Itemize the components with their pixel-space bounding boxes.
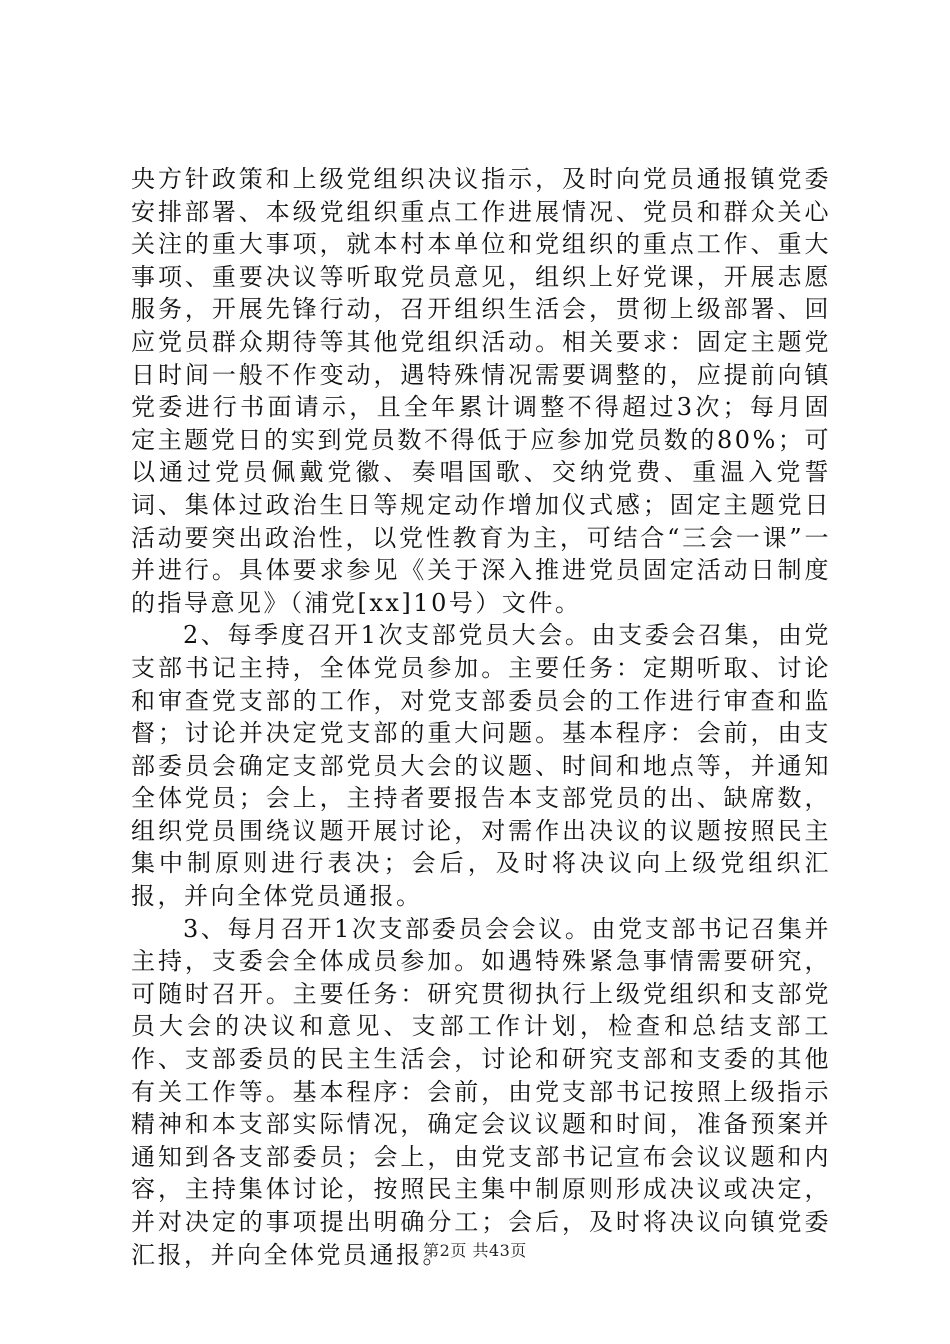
paragraph-item-2: 2、每季度召开1次支部党员大会。由支委会召集，由党支部书记主持，全体党员参加。主要任务：定期听取、讨论和审查党支部的工作，对党支部委员会的工作进行审查和监督；讨论并决定党支部的重大问题。基本程序：会前，由支部委员会确定支部党员大会的议题、时间和地点等，并通知全体党员；会上，主持者要报告本支部党员的出、缺席数，组织党员围绕议题开展讨论，对需作出决议的议题按照民主集中制原则进行表决；会后，及时将决议向上级党组织汇报，并向全体党员通报。 xyxy=(131,621,831,911)
paragraph-item-3: 3、每月召开1次支部委员会会议。由党支部书记召集并主持，支委会全体成员参加。如遇特殊紧急事情需要研究，可随时召开。主要任务：研究贯彻执行上级党组织和支部党员大会的决议和意见、支部工作计划，检查和总结支部工作、支部委员的民主生活会，讨论和研究支部和支委的其他有关工作等。基本程序：会前，由党支部书记按照上级指示精神和本支部实际情况，确定会议议题和时间，准备预案并通知到各支部委员；会上，由党支部书记宣布会议议题和内容，主持集体讨论，按照民主集中制原则形成决议或决定，并对决定的事项提出明确分工；会后，及时将决议向镇党委汇报，并向全体党员通报。 xyxy=(131,914,831,1269)
document-body xyxy=(131,163,831,1271)
page-number-footer: 第2页 共43页 xyxy=(423,1241,527,1260)
paragraph-continuation: 央方针政策和上级党组织决议指示，及时向党员通报镇党委安排部署、本级党组织重点工作进展情况、党员和群众关心关注的重大事项，就本村本单位和党组织的重点工作、重大事项、重要决议等听取党员意见，组织上好党课，开展志愿服务，开展先锋行动，召开组织生活会，贯彻上级部署、回应党员群众期待等其他党组织活动。相关要求：固定主题党日时间一般不作变动，遇特殊情况需要调整的，应提前向镇党委进行书面请示，且全年累计调整不得超过3次；每月固定主题党日的实到党员数不得低于应参加党员数的80%；可以通过党员佩戴党徽、奏唱国歌、交纳党费、重温入党誓词、集体过政治生日等规定动作增加仪式感；固定主题党日活动要突出政治性，以党性教育为主，可结合“三会一课”一并进行。具体要求参见《关于深入推进党员固定活动日制度的指导意见》（浦党[xx]10号）文件。 xyxy=(131,165,831,617)
